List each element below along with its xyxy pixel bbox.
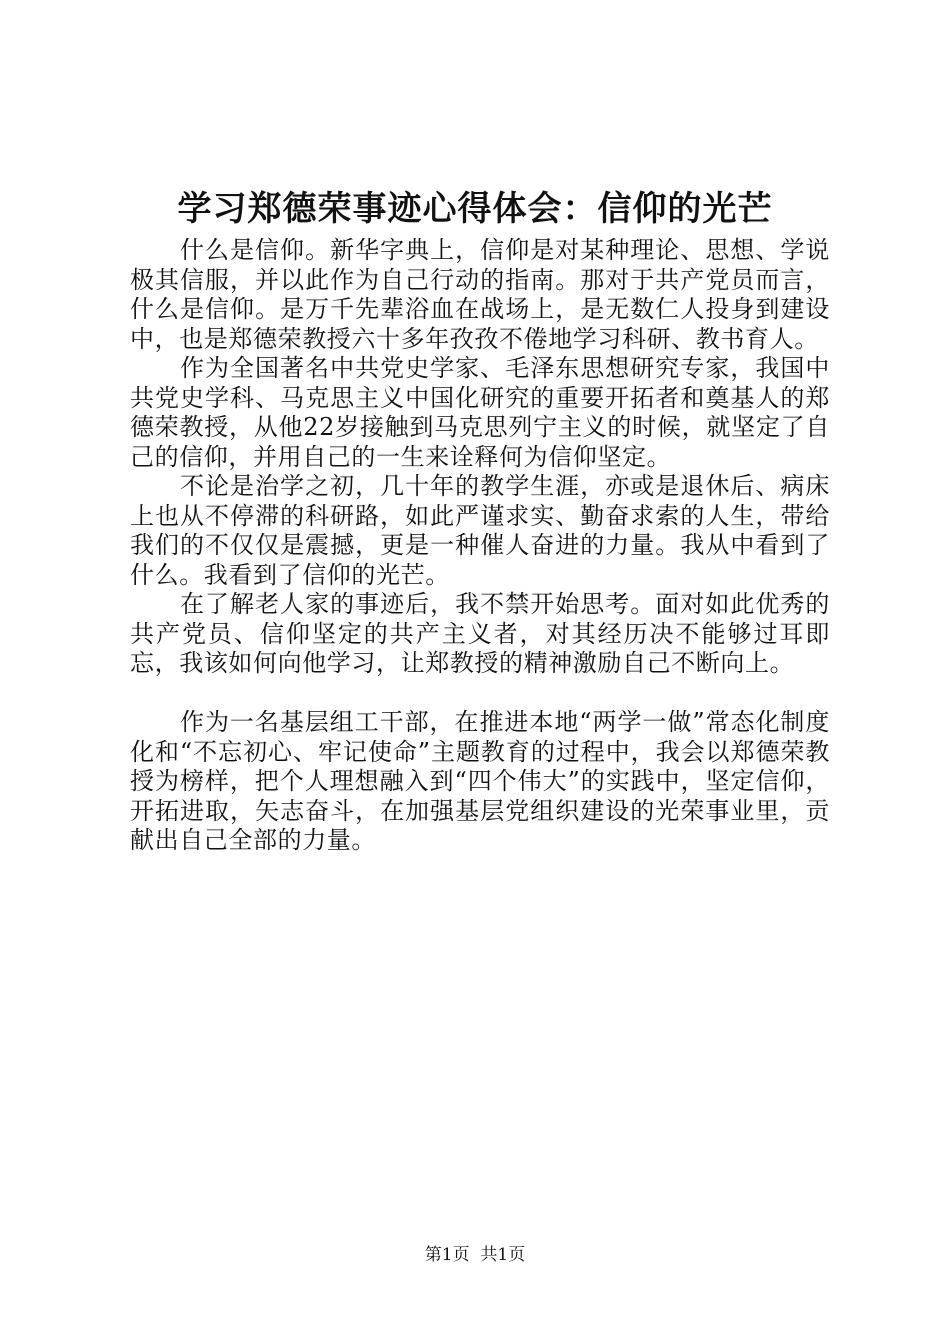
page-total: 共1页 <box>480 1245 526 1265</box>
paragraph-1: 什么是信仰。新华字典上，信仰是对某种理论、思想、学说极其信服，并以此作为自己行动的指南。那对于共产党员而言，什么是信仰。是万千先辈浴血在战场上，是无数仁人投身到建设中，也是郑德荣教授六十多年孜孜不倦地学习科研、教书育人。 <box>130 236 830 353</box>
page-footer <box>0 1244 950 1266</box>
page-number: 第1页 <box>424 1245 470 1265</box>
paragraph-3: 不论是治学之初，几十年的教学生涯，亦或是退休后、病床上也从不停滞的科研路，如此严谨求实、勤奋求索的人生，带给我们的不仅仅是震撼，更是一种催人奋进的力量。我从中看到了什么。我看到了信仰的光芒。 <box>130 472 830 589</box>
paragraph-2: 作为全国著名中共党史学家、毛泽东思想研究专家，我国中共党史学科、马克思主义中国化研究的重要开拓者和奠基人的郑德荣教授，从他22岁接触到马克思列宁主义的时候，就坚定了自己的信仰，并用自己的一生来诠释何为信仰坚定。 <box>130 354 830 471</box>
document-body <box>130 236 830 856</box>
document-title: 学习郑德荣事迹心得体会：信仰的光芒 <box>177 189 773 229</box>
paragraph-5: 作为一名基层组工干部，在推进本地“两学一做”常态化制度化和“不忘初心、牢记使命”主题教育的过程中，我会以郑德荣教授为榜样，把个人理想融入到“四个伟大”的实践中，坚定信仰，开拓进取，矢志奋斗，在加强基层党组织建设的光荣事业里，贡献出自己全部的力量。 <box>130 708 830 854</box>
paragraph-4: 在了解老人家的事迹后，我不禁开始思考。面对如此优秀的共产党员、信仰坚定的共产主义者，对其经历决不能够过耳即忘，我该如何向他学习，让郑教授的精神激励自己不断向上。 <box>130 590 830 677</box>
